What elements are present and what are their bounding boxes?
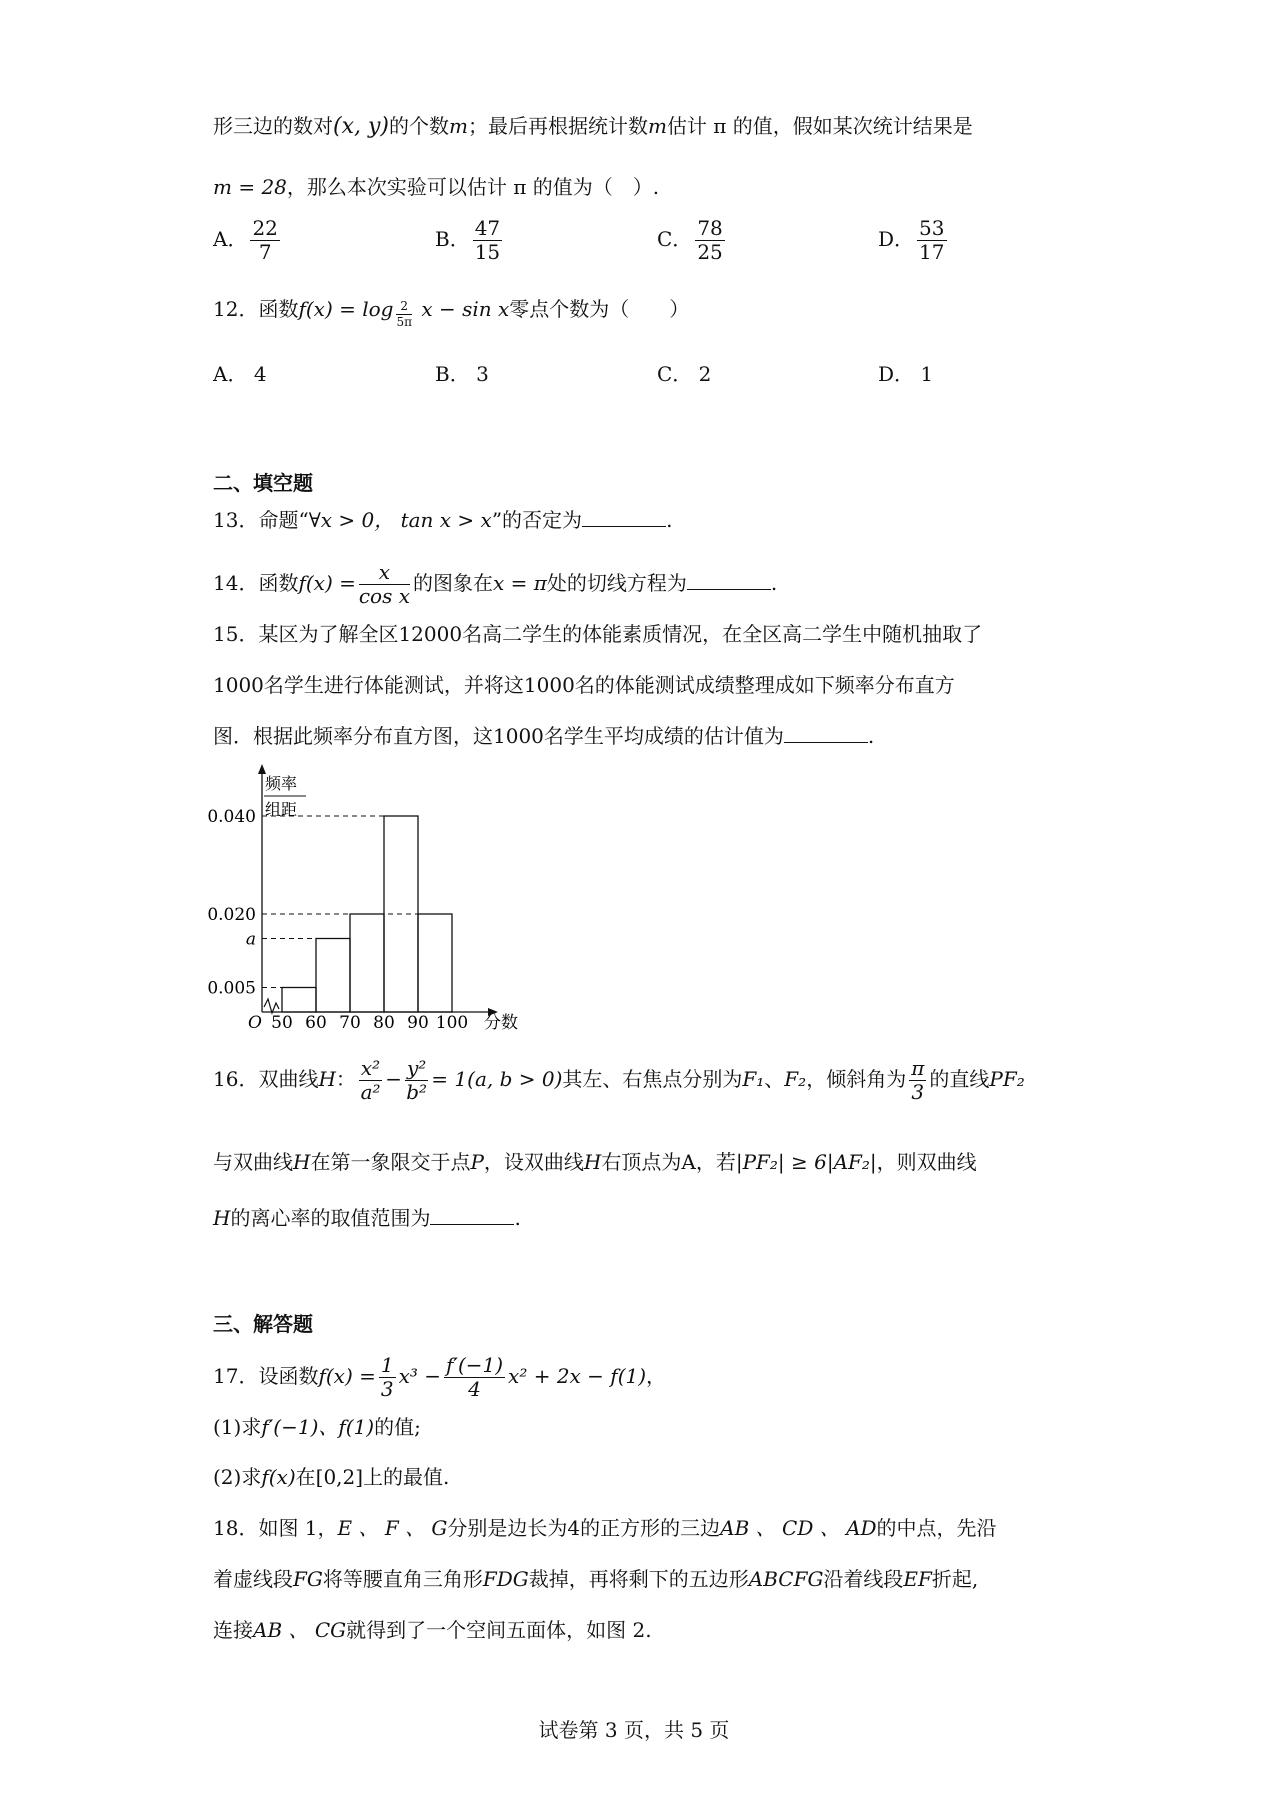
q11-line2: m = 28，那么本次实验可以估计 π 的值为（ ）. [213,175,660,199]
q14: 14．函数f(x) = $\frac{x}{\text{cos x}}$ 的图象在x = π处的切线方程为 . [213,560,778,608]
section-fill-in-blank-heading: 二、填空题 [213,471,313,495]
y-tick-label: a [245,929,256,950]
y-label-denominator: 组距 [265,800,298,819]
page-footer: 试卷第 3 页，共 5 页 [538,1718,730,1742]
q17-part2: (2)求f(x)在[0,2]上的最值. [213,1465,450,1489]
q12-option-b: B． 3 [435,362,489,386]
q16-line1: 16．双曲线H： $\frac{\text{x²}}{\text{a²}}$ − $\frac{\text{y²}}{\text{b²}}$ = 1(a, b > 0)其左、右焦点分别为F₁、F₂，倾斜角为 $\frac{\pi}{3}$ 的直线PF₂ [213,1056,1025,1104]
histogram-bar [282,988,316,1013]
frequency-histogram [200,760,540,1030]
q11-option-a: A． $\frac{22}{7}$ [213,216,278,264]
x-tick-label: 80 [373,1013,395,1030]
q18-line1: 18．如图 1，E 、 F 、 G分别是边长为4的正方形的三边AB 、 CD 、 AD的中点，先沿 [213,1516,997,1540]
x-tick-label: 100 [435,1013,469,1030]
q18-line2: 着虚线段FG将等腰直角三角形FDG裁掉，再将剩下的五边形ABCFG沿着线段EF折起, [213,1567,979,1591]
q12-option-c: C． 2 [657,362,712,386]
x-tick-label: 50 [271,1013,293,1030]
q13: 13．命题“∀x > 0， tan x > x”的否定为 . [213,508,673,532]
q11-option-c: C． $\frac{78}{25}$ [657,216,723,264]
q16-line3: H的离心率的取值范围为 . [213,1206,521,1230]
q18-line3: 连接AB 、 CG就得到了一个空间五面体，如图 2. [213,1618,652,1642]
q12-option-a: A． 4 [213,362,267,386]
x-tick-label: 60 [305,1013,327,1030]
y-label-numerator: 频率 [265,774,298,793]
origin-label: O [248,1013,262,1030]
y-tick-label: 0.020 [207,905,256,925]
q15-line3: 图．根据此频率分布直方图，这1000名学生平均成绩的估计值为 . [213,724,875,748]
section-solution-heading: 三、解答题 [213,1312,313,1336]
q14-answer-blank[interactable] [687,571,771,590]
q15-answer-blank[interactable] [784,724,868,743]
q11-option-b: B． $\frac{47}{15}$ [435,216,501,264]
q13-answer-blank[interactable] [582,508,666,527]
histogram-y-ticks [207,807,256,999]
y-tick-label: 0.040 [207,807,256,827]
q15-line2: 1000名学生进行体能测试，并将这1000名的体能测试成绩整理成如下频率分布直方 [213,673,955,697]
q17-part1: (1)求f′(−1)、f(1)的值; [213,1415,421,1439]
q16-answer-blank[interactable] [430,1206,514,1225]
y-axis-arrow-icon [258,764,266,774]
q11-line1: 形三边的数对(x, y)的个数m；最后再根据统计数m估计 π 的值，假如某次统计结果是 [213,114,973,139]
histogram-bar [418,914,452,1012]
x-tick-label: 90 [407,1013,429,1030]
x-axis-label: 分数 [484,1013,518,1030]
histogram-bar [316,939,350,1013]
q11-option-d: D． $\frac{53}{17}$ [878,216,945,264]
q12-stem: 12．函数f(x) = log $\frac{2}{5\pi}$ x − sin x零点个数为（ ） [213,297,690,329]
q16-line2: 与双曲线H在第一象限交于点P，设双曲线H右顶点为A，若|PF₂| ≥ 6|AF₂|，则双曲线 [213,1150,977,1174]
histogram-bar [350,914,384,1012]
q17-stem: 17．设函数f(x) = $\frac{1}{3}$ x³ − $\frac{f'(-1)}{4}$ x² + 2x − f(1)， [213,1353,667,1401]
y-tick-label: 0.005 [207,978,256,999]
histogram-guides [262,816,452,988]
q12-option-d: D． 1 [878,362,934,386]
axis-break-icon [264,999,279,1013]
histogram-x-ticks [271,1013,468,1030]
q15-line1: 15．某区为了解全区12000名高二学生的体能素质情况，在全区高二学生中随机抽取了 [213,622,983,646]
x-tick-label: 70 [339,1013,361,1030]
